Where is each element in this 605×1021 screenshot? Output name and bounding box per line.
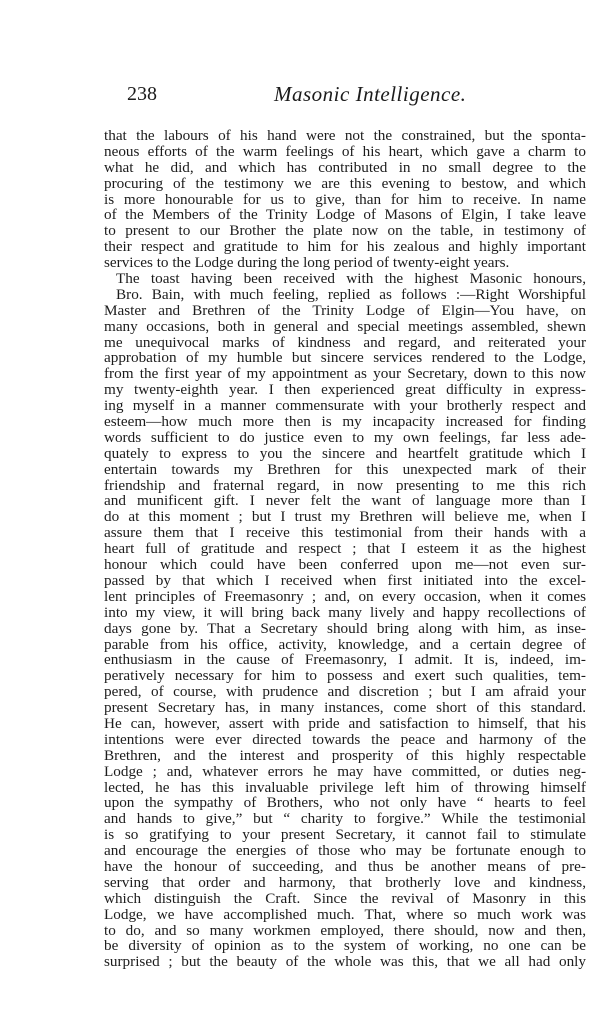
text-line: do at this moment ; but I trust my Brethren will believe me, when I [104,508,586,526]
page-header [127,82,582,108]
page-number: 238 [127,83,157,105]
text-line: intentions were ever directed towards the peace and harmony of the [104,730,586,748]
text-line: neous efforts of the warm feelings of his heart, which gave a charm to [104,142,586,160]
text-line: their respect and gratitude to him for his zealous and highly important [104,238,586,256]
text-line: upon the sympathy of Brothers, who not only have “ hearts to feel [104,794,586,812]
text-line: The toast having been received with the highest Masonic honours, [116,270,586,288]
text-line: that the labours of his hand were not the constrained, but the sponta- [104,127,586,144]
text-line: peratively necessary for him to possess and exert such qualities, tem- [104,667,586,685]
text-line: procuring of the testimony we are this evening to bestow, and which [104,174,586,192]
text-line: into my view, it will bring back many lively and happy recollections of [104,603,586,621]
text-line: enthusiasm in the cause of Freemasonry, I admit. It is, indeed, im- [104,651,586,669]
text-line: have the honour of succeeding, and thus be another means of pre- [104,857,586,875]
text-line: surprised ; but the beauty of the whole was this, that we all had only [104,953,586,971]
text-line: heart full of gratitude and respect ; that I esteem it as the highest [104,540,586,558]
text-line: honour which could have been conferred upon me—not even sur- [104,556,586,574]
text-line: pered, of course, with prudence and discretion ; but I am afraid your [104,683,586,701]
text-line: is so gratifying to your present Secretary, it cannot fail to stimulate [104,826,586,844]
text-line: ing myself in a manner commensurate with your brotherly respect and [104,397,586,415]
text-line: Lodge ; and, whatever errors he may have committed, or duties neg- [104,762,586,780]
text-line: He can, however, assert with pride and satisfaction to himself, that his [104,714,586,732]
text-line: friendship and fraternal regard, in now presenting to me this rich [104,476,586,494]
text-line: to present to our Brother the plate now on the table, in testimony of [104,222,586,240]
body-text [104,128,586,970]
text-line: services to the Lodge during the long period of twenty-eight years. [104,254,510,272]
text-line: which distinguish the Craft. Since the revival of Masonry in this [104,889,586,907]
text-line: passed by that which I received when first initiated into the excel- [104,571,586,589]
text-line: Master and Brethren of the Trinity Lodge of Elgin—You have, on [104,301,586,319]
running-head: Masonic Intelligence. [274,82,467,106]
text-line: words sufficient to do justice even to my own feelings, far less ade- [104,428,586,446]
text-line: from the first year of my appointment as your Secretary, down to this now [104,365,586,383]
text-line: Bro. Bain, with much feeling, replied as follows :—Right Worshipful [116,285,586,303]
text-line: lent principles of Freemasonry ; and, on every occasion, when it comes [104,587,586,605]
text-line: and encourage the energies of those who may be fortunate enough to [104,842,586,860]
text-line: present Secretary has, in many instances, come short of this standard. [104,699,586,717]
text-line: quately to express to you the sincere and heartfelt gratitude which I [104,444,586,462]
text-line: serving that order and harmony, that brotherly love and kindness, [104,873,586,891]
text-line: be diversity of opinion as to the system of working, no one can be [104,937,586,955]
text-line: and munificent gift. I never felt the want of language more than I [104,492,586,510]
text-line: Brethren, and the interest and prosperity of this highly respectable [104,746,586,764]
text-line: esteem—how much more then is my incapacity increased for finding [104,413,586,431]
text-line: Lodge, we have accomplished much. That, where so much work was [104,905,586,923]
text-line: is more honourable for us to give, than for him to receive. In name [104,190,586,208]
text-line: entertain towards my Brethren for this unexpected mark of their [104,460,586,478]
text-line: of the Members of the Trinity Lodge of Masons of Elgin, I take leave [104,206,586,224]
text-line: and hands to give,” but “ charity to forgive.” While the testimonial [104,810,586,828]
text-line: what he did, and which has contributed in no small degree to the [104,158,586,176]
text-line: approbation of my humble but sincere services rendered to the Lodge, [104,349,586,367]
text-line: parable from his office, activity, knowledge, and a certain degree of [104,635,586,653]
text-line: many occasions, both in general and special meetings assembled, shewn [104,317,586,335]
text-line: me unequivocal marks of kindness and regard, and reiterated your [104,333,586,351]
text-line: days gone by. That a Secretary should bring along with him, as inse- [104,619,586,637]
text-line: to do, and so many workmen employed, there should, now and then, [104,921,586,939]
text-line: my twenty-eighth year. I then experienced great difficulty in express- [104,381,586,399]
text-line: assure them that I receive this testimonial from their hands with a [104,524,586,542]
text-line: lected, he has this invaluable privilege left him of throwing himself [104,778,586,796]
